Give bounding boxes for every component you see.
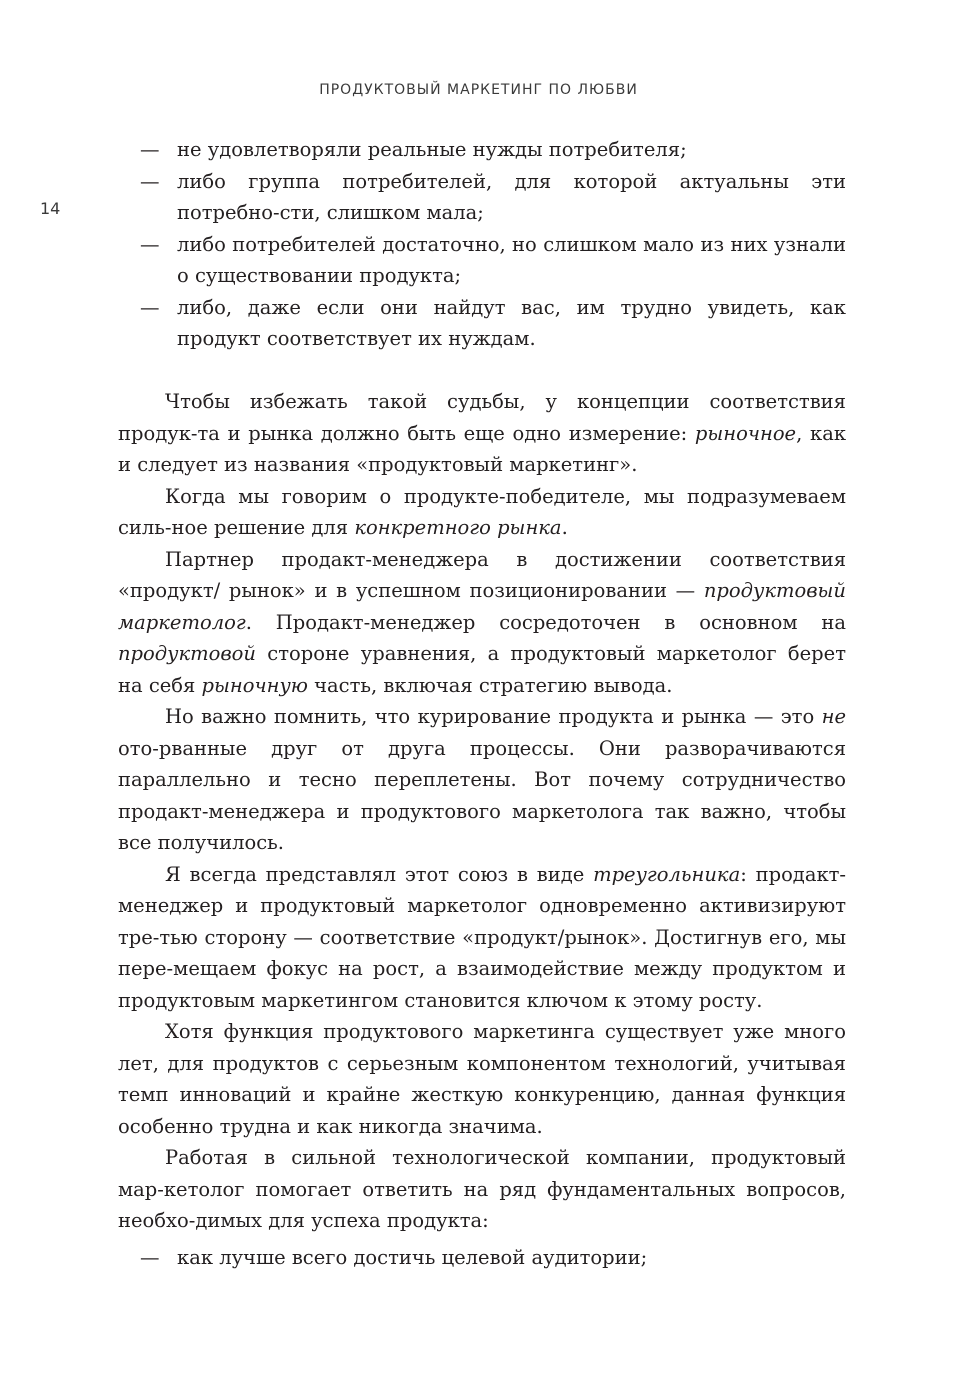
- paragraph: [118, 386, 846, 481]
- paragraph: [118, 701, 846, 859]
- paragraph: [118, 859, 846, 1017]
- dash-marker: —: [140, 138, 160, 161]
- text-run: , как и следует из названия «продуктовый маркетинг».: [118, 421, 847, 476]
- emphasis: продуктовой: [118, 642, 256, 665]
- text-run: .: [561, 516, 568, 539]
- list-item: [118, 134, 846, 166]
- emphasis: рыночную: [201, 673, 308, 697]
- body-text: [118, 386, 846, 1237]
- text-run: стороне уравнения, а продуктовый маркетолог берет на себя: [118, 642, 846, 697]
- bullet-list-bottom: [118, 1242, 846, 1274]
- paragraph: Хотя функция продуктового маркетинга существует уже много лет, для продуктов с серьезным компонентом технологий, учитывая темп инноваций и крайне жесткую конкуренцию, данная функция особенно трудна и как никогда значима.: [118, 1020, 846, 1138]
- list-item-text: либо потребителей достаточно, но слишком мало из них узнали о существовании продукта;: [177, 232, 846, 287]
- list-item: [118, 1242, 846, 1274]
- text-run: : продакт-менеджер и продуктовый маркетолог одновременно активизируют тре-тью сторону — соответствие «продукт/рынок». Достигнув его, мы пере-мещаем фокус на рост, а взаимодействие между продуктом и продуктовым маркетингом становится ключом к этому росту.: [118, 862, 847, 1012]
- text-run: Я всегда представлял этот союз в виде: [165, 862, 594, 886]
- emphasis: не: [821, 705, 846, 728]
- dash-marker: —: [140, 232, 160, 256]
- emphasis: продуктовый маркетолог: [118, 579, 846, 634]
- dash-marker: —: [140, 169, 160, 193]
- list-item-text: либо группа потребителей, для которой актуальны эти потребно-сти, слишком мала;: [177, 169, 846, 224]
- emphasis: треугольника: [593, 862, 741, 886]
- list-item-text: как лучше всего достичь целевой аудитории;: [177, 1246, 648, 1269]
- list-item-text: либо, даже если они найдут вас, им трудно увидеть, как продукт соответствует их нуждам.: [177, 295, 846, 350]
- text-run: Когда мы говорим о продукте-победителе, мы подразумеваем силь-ное решение для: [118, 484, 846, 539]
- emphasis: рыночное: [694, 421, 797, 445]
- paragraph: [118, 544, 846, 702]
- text-run: ото-рванные друг от друга процессы. Они разворачиваются параллельно и тесно переплетены. Вот почему сотрудничество продакт-менеджера и продуктового маркетолога так важно, чтобы все получилось.: [118, 736, 846, 854]
- list-item: [118, 292, 846, 355]
- emphasis: конкретного рынка: [354, 516, 562, 539]
- text-run: Партнер продакт-менеджера в достижении соответствия «продукт/ рынок» и в успешном позиционировании —: [118, 547, 846, 602]
- list-item: [118, 166, 846, 229]
- list-item-text: не удовлетворяли реальные нужды потребителя;: [177, 138, 687, 161]
- dash-marker: —: [140, 1246, 160, 1269]
- list-item: [118, 229, 846, 292]
- text-run: часть, включая стратегию вывода.: [307, 673, 673, 697]
- paragraph: Работая в сильной технологической компании, продуктовый мар-кетолог помогает ответить на ряд фундаментальных вопросов, необхо-димых для успеха продукта:: [118, 1146, 846, 1232]
- dash-marker: —: [140, 295, 160, 319]
- text-run: Чтобы избежать такой судьбы, у концепции соответствия продук-та и рынка должно быть еще одно измерение:: [118, 390, 846, 445]
- page-number: 14: [40, 199, 61, 218]
- text-run: Но важно помнить, что курирование продукта и рынка — это: [165, 705, 822, 728]
- bullet-list-top: [118, 134, 846, 355]
- running-title: ПРОДУКТОВЫЙ МАРКЕТИНГ ПО ЛЮБВИ: [319, 82, 638, 98]
- paragraph: [118, 481, 846, 544]
- text-run: . Продакт-менеджер сосредоточен в основном на: [245, 610, 846, 634]
